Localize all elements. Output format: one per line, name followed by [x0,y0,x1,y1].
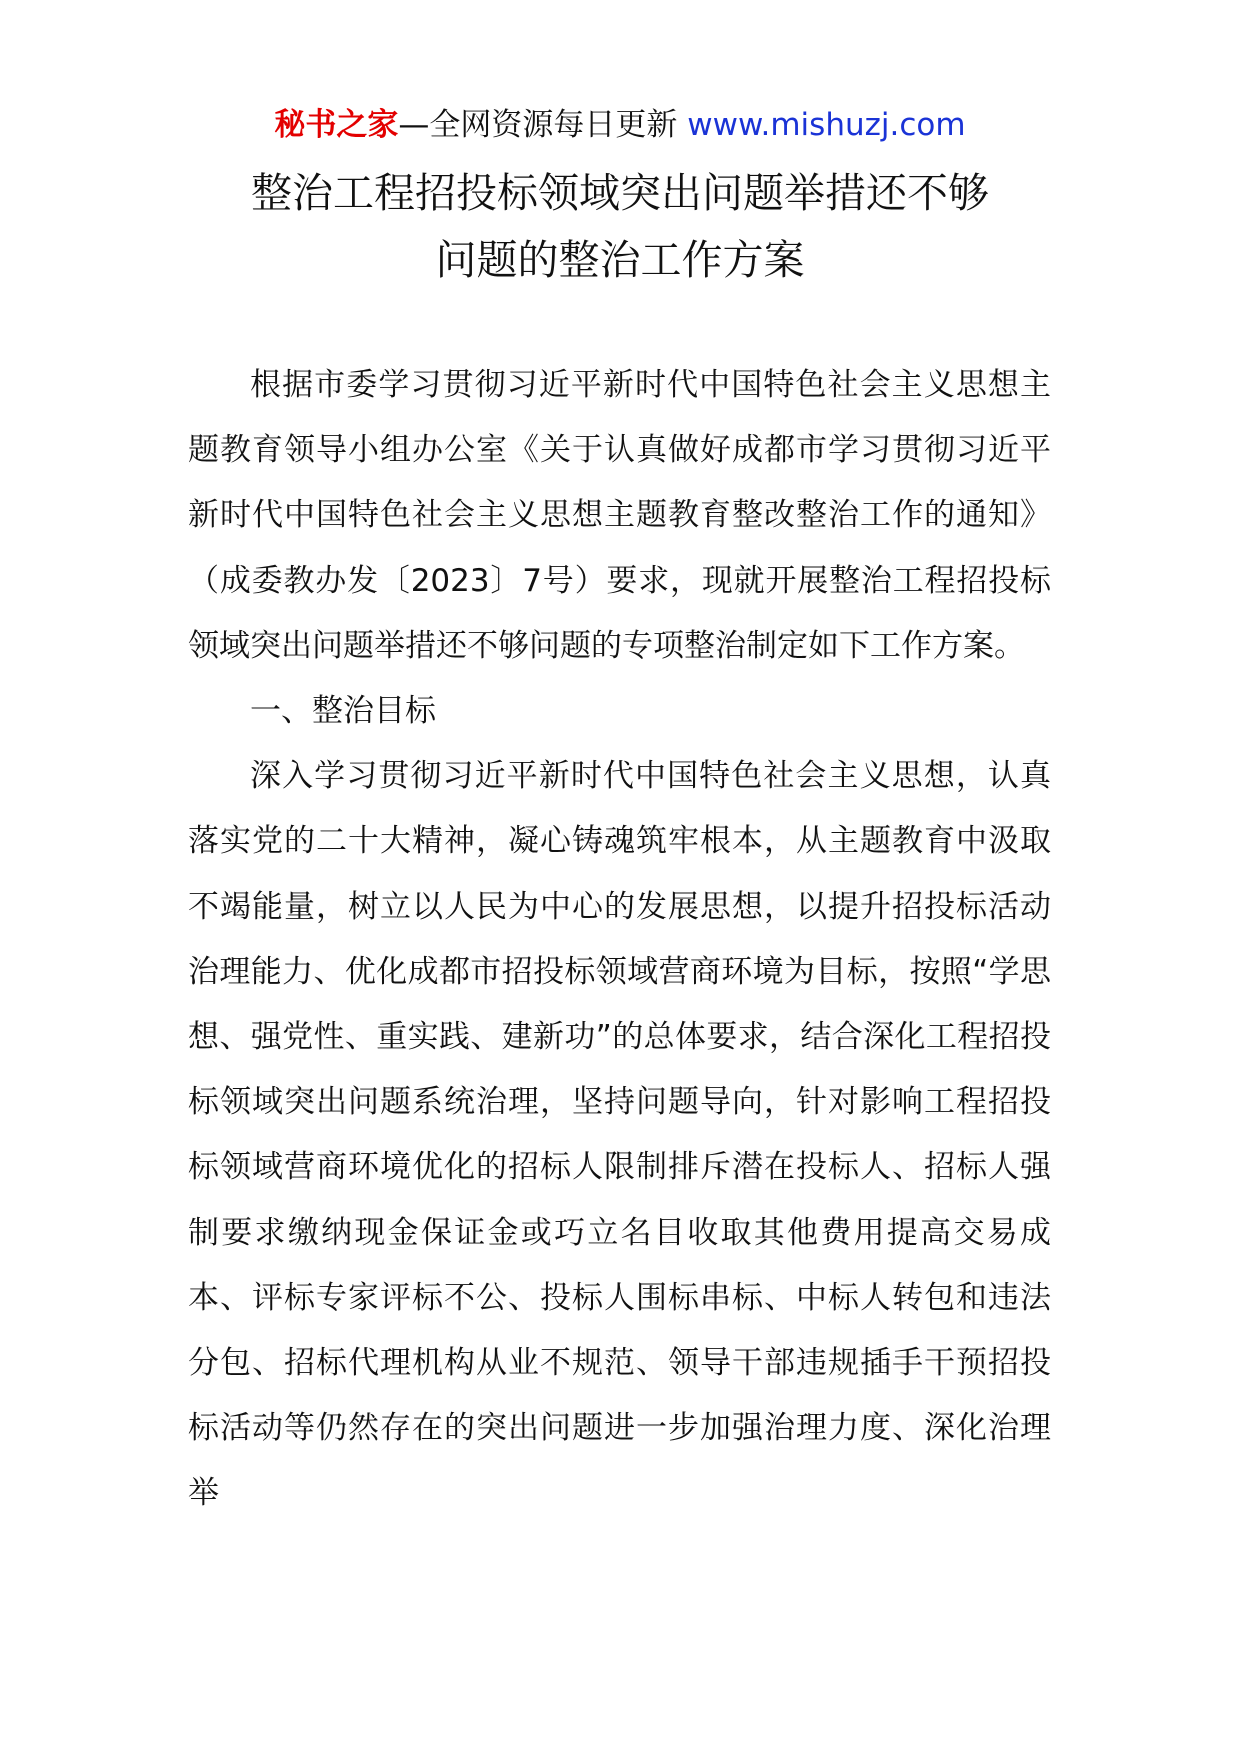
site-header [0,100,1240,150]
site-url-link[interactable]: www.mishuzj.com [687,107,966,143]
document-title-line-2: 问题的整治工作方案 [435,236,805,284]
header-tagline: —全网资源每日更新 [398,107,678,143]
document-title-line-1: 整治工程招投标领域突出问题举措还不够 [251,169,989,217]
brand-name: 秘书之家 [274,107,399,143]
section-heading: 一、整治目标 [250,693,436,730]
section-paragraph: 深入学习贯彻习近平新时代中国特色社会主义思想，认真落实党的二十大精神，凝心铸魂筑牢根本，从主题教育中汲取不竭能量，树立以人民为中心的发展思想，以提升招投标活动治理能力、优化成都市招投标领域营商环境为目标，按照“学思想、强党性、重实践、建新功”的总体要求，结合深化工程招投标领域突出问题系统治理，坚持问题导向，针对影响工程招投标领域营商环境优化的招标人限制排斥潜在投标人、招标人强制要求缴纳现金保证金或巧立名目收取其他费用提高交易成本、评标专家评标不公、投标人围标串标、中标人转包和违法分包、招标代理机构从业不规范、领导干部违规插手干预招投标活动等仍然存在的突出问题进一步加强治理力度、深化治理举 [188,758,1051,1512]
intro-paragraph: 根据市委学习贯彻习近平新时代中国特色社会主义思想主题教育领导小组办公室《关于认真做好成都市学习贯彻习近平新时代中国特色社会主义思想主题教育整改整治工作的通知》（成委教办发〔2023〕7号）要求，现就开展整治工程招投标领域突出问题举措还不够问题的专项整治制定如下工作方案。 [188,367,1051,664]
document-body [188,353,1051,1527]
